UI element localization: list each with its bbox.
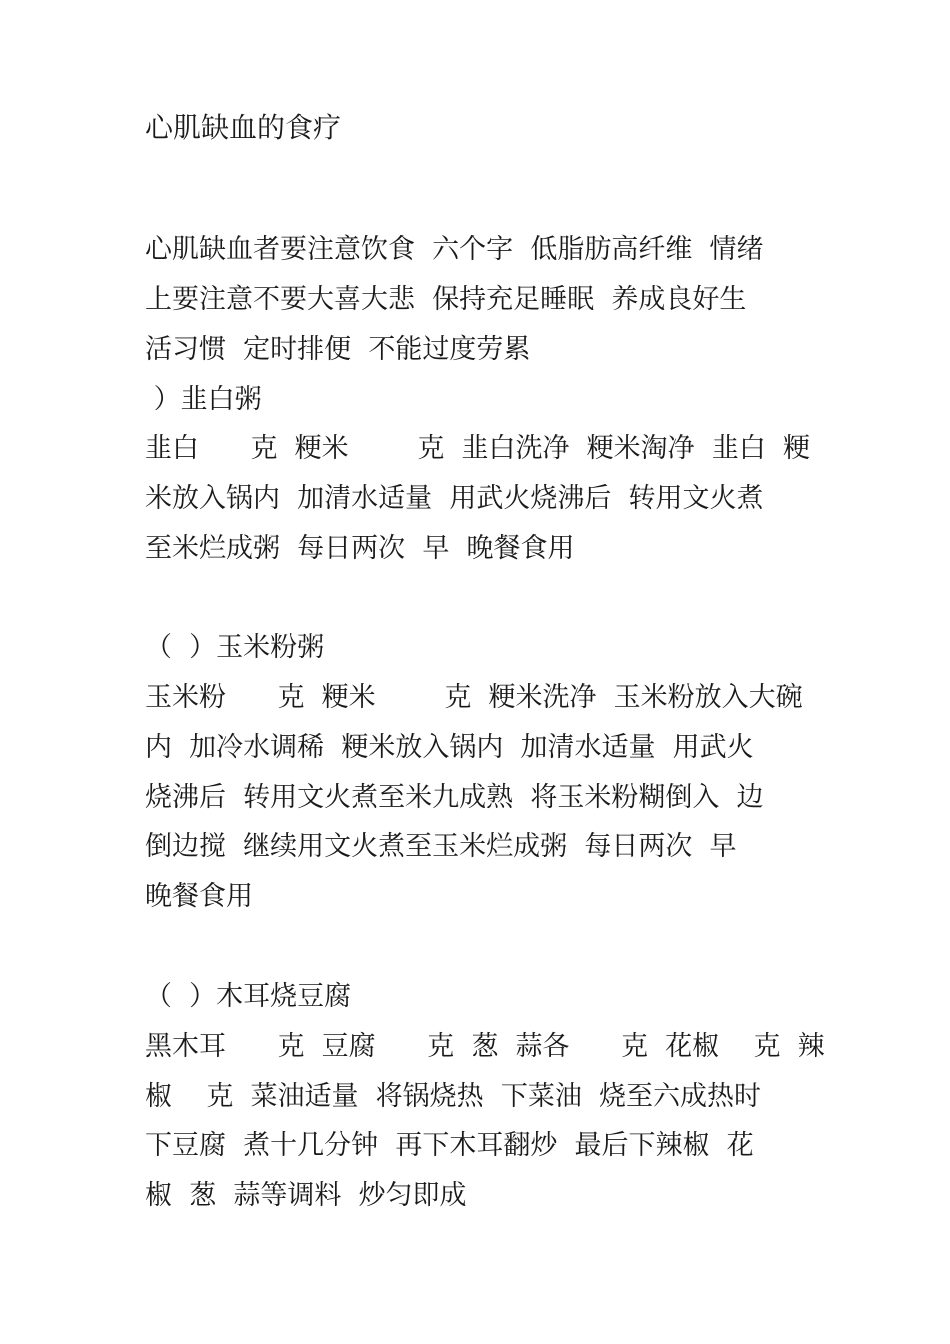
section-3-line-1: 黑木耳 克 豆腐 克 葱 蒜各 克 花椒 克 辣 <box>145 1031 825 1062</box>
section-1-heading: ）韭白粥 <box>145 384 262 415</box>
intro-line-1: 心肌缺血者要注意饮食 六个字 低脂肪高纤维 情绪 <box>145 234 764 265</box>
section-2-line-2: 内 加冷水调稀 粳米放入锅内 加清水适量 用武火 <box>145 732 754 763</box>
page-title: 心肌缺血的食疗 <box>145 111 342 144</box>
section-3-line-4: 椒 葱 蒜等调料 炒匀即成 <box>145 1180 467 1211</box>
intro-line-2: 上要注意不要大喜大悲 保持充足睡眠 养成良好生 <box>145 284 747 315</box>
section-3-heading: （ ）木耳烧豆腐 <box>145 981 352 1012</box>
section-2-line-1: 玉米粉 克 粳米 克 粳米洗净 玉米粉放入大碗 <box>145 682 803 713</box>
section-1-line-2: 米放入锅内 加清水适量 用武火烧沸后 转用文火煮 <box>145 483 764 514</box>
section-2-line-4: 倒边搅 继续用文火煮至玉米烂成粥 每日两次 早 <box>145 831 737 862</box>
section-2-heading: （ ）玉米粉粥 <box>145 632 325 663</box>
section-3-line-2: 椒 克 菜油适量 将锅烧热 下菜油 烧至六成热时 <box>145 1081 761 1112</box>
section-3-line-3: 下豆腐 煮十几分钟 再下木耳翻炒 最后下辣椒 花 <box>145 1130 754 1161</box>
intro-line-3: 活习惯 定时排便 不能过度劳累 <box>145 334 531 365</box>
section-2-line-5: 晚餐食用 <box>145 881 253 912</box>
section-1-line-1: 韭白 克 粳米 克 韭白洗净 粳米淘净 韭白 粳 <box>145 433 810 464</box>
section-1-line-3: 至米烂成粥 每日两次 早 晚餐食用 <box>145 533 575 564</box>
section-2-line-3: 烧沸后 转用文火煮至米九成熟 将玉米粉糊倒入 边 <box>145 782 764 813</box>
